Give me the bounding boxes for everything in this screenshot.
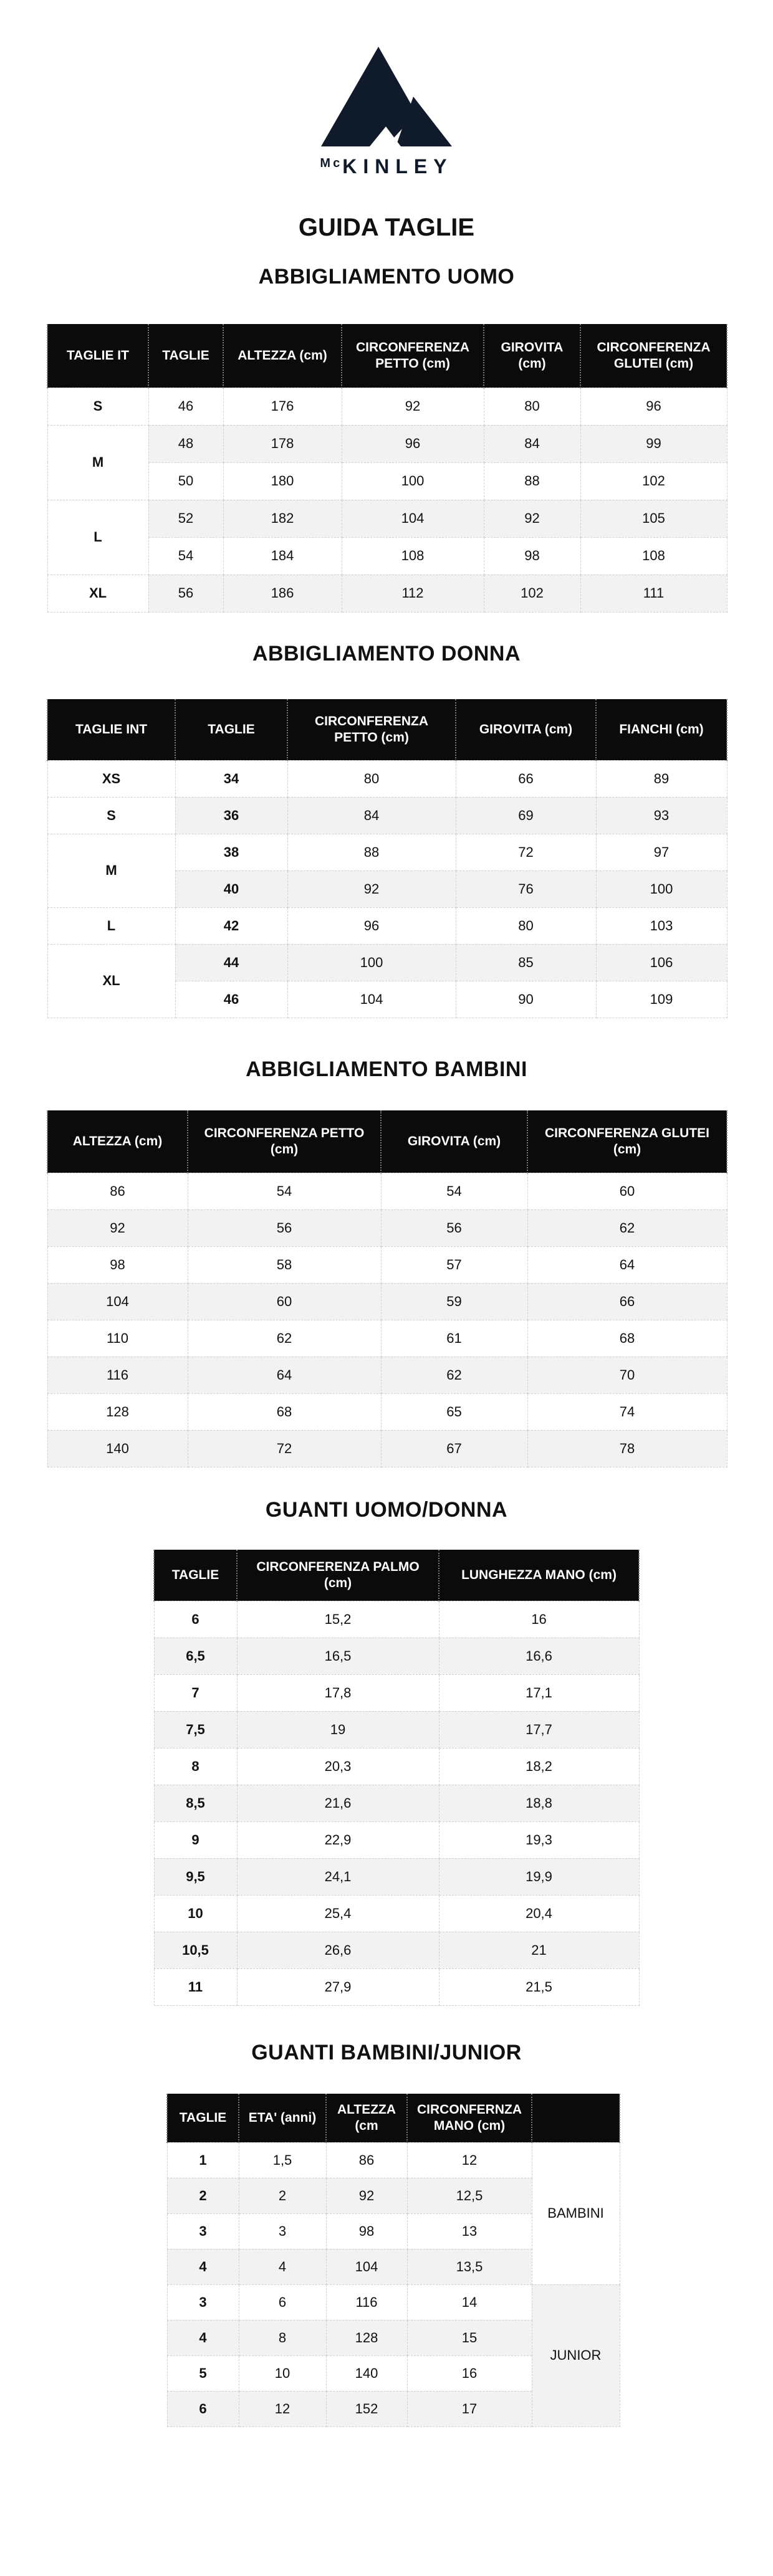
table-row (154, 1748, 639, 1785)
table-cell: 6 (167, 2391, 239, 2426)
table-cell: 64 (188, 1357, 381, 1393)
column-header: ALTEZZA (cm) (47, 1110, 188, 1173)
table-cell: 67 (381, 1430, 527, 1467)
table-cell: 38 (175, 834, 287, 871)
table-row (154, 1785, 639, 1821)
column-header: CIRCONFERENZA GLUTEI (cm) (527, 1110, 727, 1173)
table-cell: 182 (223, 500, 342, 537)
table-cell: 72 (188, 1430, 381, 1467)
table-cell: 13 (407, 2213, 532, 2249)
table-cell: 99 (580, 425, 727, 462)
table-cell: 62 (527, 1209, 727, 1246)
table-cell: 15 (407, 2320, 532, 2355)
table-cell: 59 (381, 1283, 527, 1320)
table-cell: 10 (239, 2355, 326, 2391)
table-cell: 68 (527, 1320, 727, 1357)
section-title-donna: ABBIGLIAMENTO DONNA (252, 642, 521, 665)
table-header-row (167, 2094, 620, 2142)
table-cell: 100 (596, 871, 727, 907)
table-cell: 100 (342, 462, 484, 500)
size-group-label: XL (47, 944, 175, 1018)
table-cell: 36 (175, 797, 287, 834)
table-row (47, 1246, 727, 1283)
table-cell: 3 (239, 2213, 326, 2249)
table-cell: 46 (148, 388, 223, 425)
size-group-label: BAMBINI (532, 2142, 620, 2284)
table-cell: 60 (527, 1173, 727, 1209)
table-cell: 80 (456, 907, 596, 944)
table-cell: 103 (596, 907, 727, 944)
table-cell: 105 (580, 500, 727, 537)
column-header: CIRCONFERENZA PETTO (cm) (342, 324, 484, 388)
size-group-label: M (47, 425, 148, 500)
table-cell: 20,4 (439, 1895, 639, 1932)
table-cell: 184 (223, 537, 342, 575)
table-row (47, 1430, 727, 1467)
table-cell: 96 (342, 425, 484, 462)
column-header: GIROVITA (cm) (381, 1110, 527, 1173)
section-title-junior: GUANTI BAMBINI/JUNIOR (251, 2041, 522, 2064)
section-title-guanti: GUANTI UOMO/DONNA (265, 1498, 508, 1522)
table-cell: 106 (596, 944, 727, 981)
column-header: LUNGHEZZA MANO (cm) (439, 1550, 639, 1601)
table-cell: 42 (175, 907, 287, 944)
brand-name-prefix: Mc (320, 156, 343, 170)
table-cell: 2 (167, 2178, 239, 2213)
page-title: GUIDA TAGLIE (298, 214, 475, 241)
table-header-row (47, 699, 727, 760)
table-row (167, 2284, 620, 2320)
table-cell: 12 (407, 2142, 532, 2178)
table-cell: 50 (148, 462, 223, 500)
table-cell: 19 (237, 1711, 439, 1748)
table-cell: 22,9 (237, 1821, 439, 1858)
table-cell: 16,5 (237, 1638, 439, 1674)
size-group-label: XS (47, 760, 175, 797)
table-cell: 96 (580, 388, 727, 425)
table-cell: 5 (167, 2355, 239, 2391)
table-row (154, 1638, 639, 1674)
table-cell: 27,9 (237, 1968, 439, 2005)
table-cell: 110 (47, 1320, 188, 1357)
table-cell: 86 (47, 1173, 188, 1209)
table-cell: 54 (381, 1173, 527, 1209)
table-cell: 11 (154, 1968, 237, 2005)
table-cell: 34 (175, 760, 287, 797)
table-cell: 52 (148, 500, 223, 537)
table-cell: 78 (527, 1430, 727, 1467)
table-cell: 104 (342, 500, 484, 537)
table-cell: 46 (175, 981, 287, 1018)
table-row (47, 575, 727, 612)
brand-name (309, 155, 464, 178)
column-header: TAGLIE (148, 324, 223, 388)
table-cell: 54 (188, 1173, 381, 1209)
table-cell: 12 (239, 2391, 326, 2426)
table-cell: 48 (148, 425, 223, 462)
table-cell: 1,5 (239, 2142, 326, 2178)
table-cell: 6 (154, 1601, 237, 1638)
table-row (154, 1895, 639, 1932)
table-cell: 111 (580, 575, 727, 612)
size-table-uomo (47, 324, 727, 613)
table-cell: 20,3 (237, 1748, 439, 1785)
table-cell: 97 (596, 834, 727, 871)
size-table-donna (47, 699, 727, 1018)
column-header: TAGLIE (175, 699, 287, 760)
table-row (167, 2142, 620, 2178)
table-cell: 128 (47, 1393, 188, 1430)
table-cell: 21,5 (439, 1968, 639, 2005)
table-cell: 80 (287, 760, 456, 797)
table-cell: 4 (167, 2249, 239, 2284)
table-cell: 2 (239, 2178, 326, 2213)
table-row (47, 834, 727, 871)
table-row (47, 388, 727, 425)
table-cell: 6,5 (154, 1638, 237, 1674)
table-cell: 16,6 (439, 1638, 639, 1674)
table-cell: 1 (167, 2142, 239, 2178)
table-cell: 178 (223, 425, 342, 462)
table-cell: 7 (154, 1674, 237, 1711)
table-cell: 112 (342, 575, 484, 612)
table-cell: 9,5 (154, 1858, 237, 1895)
table-cell: 3 (167, 2284, 239, 2320)
table-cell: 108 (342, 537, 484, 575)
column-header: ALTEZZA (cm (326, 2094, 407, 2142)
table-cell: 102 (580, 462, 727, 500)
table-cell: 8,5 (154, 1785, 237, 1821)
column-header: TAGLIE IT (47, 324, 148, 388)
table-cell: 68 (188, 1393, 381, 1430)
table-cell: 93 (596, 797, 727, 834)
table-cell: 104 (287, 981, 456, 1018)
table-row (47, 425, 727, 462)
table-cell: 102 (484, 575, 580, 612)
table-row (47, 797, 727, 834)
table-cell: 64 (527, 1246, 727, 1283)
column-header: CIRCONFERNZA MANO (cm) (407, 2094, 532, 2142)
table-cell: 15,2 (237, 1601, 439, 1638)
table-cell: 10,5 (154, 1932, 237, 1968)
size-table-guanti (153, 1550, 640, 2006)
table-cell: 69 (456, 797, 596, 834)
column-header: TAGLIE (167, 2094, 239, 2142)
table-cell: 109 (596, 981, 727, 1018)
table-cell: 76 (456, 871, 596, 907)
size-group-label: S (47, 797, 175, 834)
size-group-label: L (47, 907, 175, 944)
size-group-label: L (47, 500, 148, 575)
size-group-label: S (47, 388, 148, 425)
table-header-row (47, 1110, 727, 1173)
table-row (47, 1357, 727, 1393)
table-cell: 66 (527, 1283, 727, 1320)
table-cell: 19,3 (439, 1821, 639, 1858)
section-title-bambini: ABBIGLIAMENTO BAMBINI (246, 1057, 527, 1081)
table-cell: 8 (154, 1748, 237, 1785)
table-cell: 57 (381, 1246, 527, 1283)
size-group-label: JUNIOR (532, 2284, 620, 2426)
table-cell: 18,8 (439, 1785, 639, 1821)
column-header: GIROVITA (cm) (484, 324, 580, 388)
table-cell: 180 (223, 462, 342, 500)
table-cell: 98 (47, 1246, 188, 1283)
size-table-bambini (47, 1110, 727, 1467)
table-cell: 56 (148, 575, 223, 612)
size-group-label: M (47, 834, 175, 907)
table-cell: 61 (381, 1320, 527, 1357)
table-row (154, 1711, 639, 1748)
table-cell: 80 (484, 388, 580, 425)
table-cell: 90 (456, 981, 596, 1018)
table-cell: 86 (326, 2142, 407, 2178)
table-cell: 62 (188, 1320, 381, 1357)
table-row (47, 1173, 727, 1209)
table-cell: 116 (47, 1357, 188, 1393)
table-cell: 16 (439, 1601, 639, 1638)
table-cell: 19,9 (439, 1858, 639, 1895)
table-cell: 21 (439, 1932, 639, 1968)
table-row (154, 1968, 639, 2005)
table-cell: 13,5 (407, 2249, 532, 2284)
column-header: CIRCONFERENZA PALMO (cm) (237, 1550, 439, 1601)
table-header-row (47, 324, 727, 388)
table-cell: 108 (580, 537, 727, 575)
column-header: CIRCONFERENZA GLUTEI (cm) (580, 324, 727, 388)
table-cell: 84 (287, 797, 456, 834)
table-cell: 104 (47, 1283, 188, 1320)
table-row (47, 944, 727, 981)
table-cell: 44 (175, 944, 287, 981)
size-table-junior (166, 2094, 620, 2427)
table-cell: 4 (239, 2249, 326, 2284)
table-row (47, 907, 727, 944)
table-cell: 84 (484, 425, 580, 462)
table-cell: 58 (188, 1246, 381, 1283)
table-row (47, 462, 727, 500)
table-cell: 14 (407, 2284, 532, 2320)
table-cell: 7,5 (154, 1711, 237, 1748)
mountain-logo-icon (321, 47, 452, 146)
table-cell: 89 (596, 760, 727, 797)
brand-logo (309, 47, 464, 178)
column-header: FIANCHI (cm) (596, 699, 727, 760)
table-cell: 98 (326, 2213, 407, 2249)
table-row (154, 1821, 639, 1858)
table-cell: 25,4 (237, 1895, 439, 1932)
table-cell: 17,8 (237, 1674, 439, 1711)
column-header: CIRCONFERENZA PETTO (cm) (188, 1110, 381, 1173)
table-cell: 74 (527, 1393, 727, 1430)
table-cell: 92 (326, 2178, 407, 2213)
column-header: TAGLIE INT (47, 699, 175, 760)
table-cell: 65 (381, 1393, 527, 1430)
table-row (47, 760, 727, 797)
table-cell: 17,7 (439, 1711, 639, 1748)
table-cell: 56 (381, 1209, 527, 1246)
table-cell: 128 (326, 2320, 407, 2355)
table-cell: 98 (484, 537, 580, 575)
table-row (47, 1283, 727, 1320)
table-cell: 140 (326, 2355, 407, 2391)
table-cell: 40 (175, 871, 287, 907)
table-cell: 100 (287, 944, 456, 981)
table-cell: 16 (407, 2355, 532, 2391)
table-cell: 17,1 (439, 1674, 639, 1711)
table-cell: 85 (456, 944, 596, 981)
table-cell: 88 (287, 834, 456, 871)
column-header (532, 2094, 620, 2142)
table-cell: 96 (287, 907, 456, 944)
table-cell: 104 (326, 2249, 407, 2284)
table-cell: 10 (154, 1895, 237, 1932)
table-row (154, 1932, 639, 1968)
section-title-uomo: ABBIGLIAMENTO UOMO (258, 265, 515, 289)
column-header: ETA' (anni) (239, 2094, 326, 2142)
table-cell: 152 (326, 2391, 407, 2426)
table-cell: 18,2 (439, 1748, 639, 1785)
column-header: TAGLIE (154, 1550, 237, 1601)
table-cell: 9 (154, 1821, 237, 1858)
table-cell: 26,6 (237, 1932, 439, 1968)
table-cell: 176 (223, 388, 342, 425)
table-cell: 70 (527, 1357, 727, 1393)
table-cell: 21,6 (237, 1785, 439, 1821)
table-row (47, 500, 727, 537)
table-cell: 66 (456, 760, 596, 797)
table-row (47, 537, 727, 575)
table-cell: 4 (167, 2320, 239, 2355)
table-cell: 116 (326, 2284, 407, 2320)
table-cell: 8 (239, 2320, 326, 2355)
table-row (154, 1858, 639, 1895)
table-cell: 62 (381, 1357, 527, 1393)
table-cell: 186 (223, 575, 342, 612)
size-group-label: XL (47, 575, 148, 612)
table-cell: 17 (407, 2391, 532, 2426)
table-cell: 92 (47, 1209, 188, 1246)
table-cell: 6 (239, 2284, 326, 2320)
table-cell: 12,5 (407, 2178, 532, 2213)
table-row (47, 1393, 727, 1430)
table-row (47, 1320, 727, 1357)
table-cell: 88 (484, 462, 580, 500)
table-cell: 92 (484, 500, 580, 537)
column-header: CIRCONFERENZA PETTO (cm) (287, 699, 456, 760)
brand-name-main: KINLEY (342, 155, 453, 178)
table-row (154, 1601, 639, 1638)
column-header: GIROVITA (cm) (456, 699, 596, 760)
table-cell: 60 (188, 1283, 381, 1320)
table-row (47, 1209, 727, 1246)
table-cell: 140 (47, 1430, 188, 1467)
table-cell: 72 (456, 834, 596, 871)
table-cell: 24,1 (237, 1858, 439, 1895)
table-cell: 92 (342, 388, 484, 425)
column-header: ALTEZZA (cm) (223, 324, 342, 388)
table-cell: 54 (148, 537, 223, 575)
table-cell: 56 (188, 1209, 381, 1246)
table-header-row (154, 1550, 639, 1601)
table-row (154, 1674, 639, 1711)
table-cell: 92 (287, 871, 456, 907)
table-cell: 3 (167, 2213, 239, 2249)
